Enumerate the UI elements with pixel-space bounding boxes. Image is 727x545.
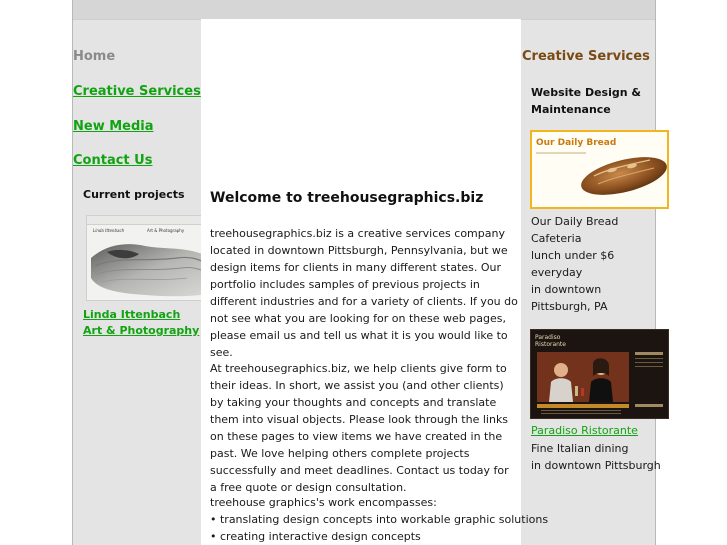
rock-photo-image [87,216,211,300]
website-design-heading-line1: Website Design & [531,86,641,99]
creative-services-heading: Creative Services [522,49,650,64]
our-daily-bread-image[interactable] [530,130,669,209]
couple-dining-photo [531,330,668,418]
thumb-title: Linda Ittenbach [93,228,125,233]
bread-line: Our Daily Bread [531,215,619,228]
art-photography-link[interactable]: Art & Photography [83,324,200,337]
bread-line: in downtown [531,283,602,296]
bread-line: lunch under $6 [531,249,615,262]
paradiso-ristorante-image[interactable] [530,329,669,419]
nav-contact-us-link[interactable]: Contact Us [73,153,153,168]
bread-image-title: Our Daily Bread [536,138,617,148]
top-bar [73,0,655,20]
bread-loaf-icon [532,132,667,207]
paradiso-image-title1: Paradiso [535,334,561,341]
paradiso-image-title2: Ristorante [535,341,566,348]
list-item: • creating interactive design concepts [210,530,421,543]
bread-line: Cafeteria [531,232,582,245]
nav-home-link[interactable]: Home [73,49,116,64]
bread-line: everyday [531,266,583,279]
linda-ittenbach-thumbnail[interactable] [86,215,212,301]
paradiso-ristorante-link[interactable]: Paradiso Ristorante [531,424,638,437]
services-paragraph: At treehousegraphics.biz, we help clients give form to their ideas. In short, we assist you (and other clients) by taking your thoughts and concepts and translate them into visual objects. Please look through the links on these pages to view items we have created in the past. We love helping others complete projects successfully and meet deadlines. Contact us today for a free quote or design consultation. [210,362,509,494]
intro-paragraph: treehousegraphics.biz is a creative services company located in downtown Pittsburgh, Pennsylvania, but we design items for clients in many different states. Our portfolio includes samples of previous projects in different industries and for a variety of clients. If you do not see what you are looking for on these web pages, please email us and tell us what it is you would like to see. [210,227,518,359]
nav-new-media-link[interactable]: New Media [73,119,154,134]
list-item: • translating design concepts into workable graphic solutions [210,513,549,526]
thumb-subtitle: Art & Photography [147,228,185,233]
current-projects-label: Current projects [83,188,185,201]
linda-ittenbach-link[interactable]: Linda Ittenbach [83,308,181,321]
paradiso-line: Fine Italian dining [531,442,629,455]
list-intro: treehouse graphics's work encompasses: [210,496,437,509]
page-frame [72,0,661,545]
nav-creative-services-link[interactable]: Creative Services [73,84,201,99]
paradiso-line: in downtown Pittsburgh [531,459,661,472]
website-design-heading-line2: Maintenance [531,103,611,116]
page-title: Welcome to treehousegraphics.biz [210,190,484,206]
bread-line: Pittsburgh, PA [531,300,608,313]
